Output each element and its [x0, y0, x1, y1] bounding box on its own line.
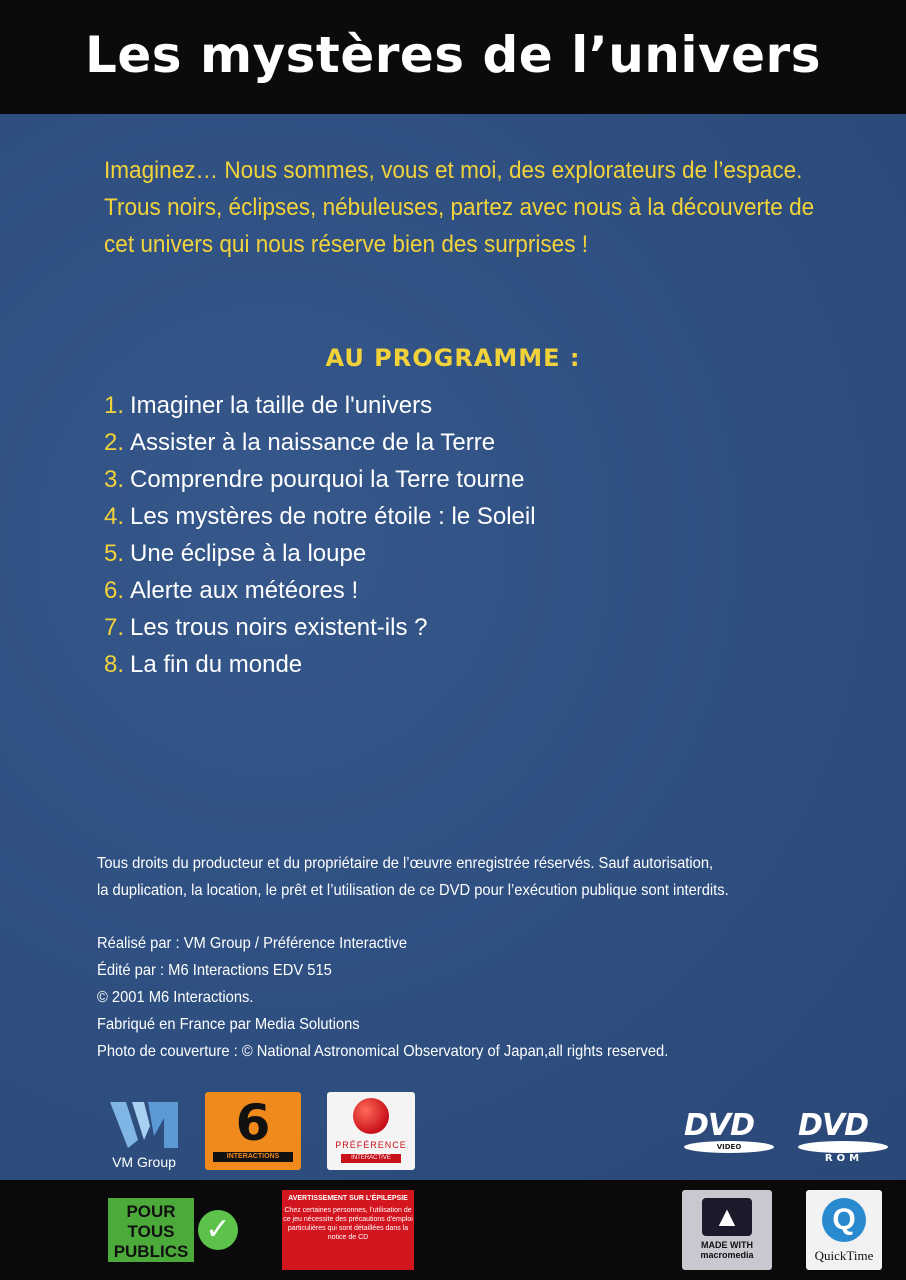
- pour-tous-publics-badge: [108, 1198, 240, 1262]
- preference-sub-label: INTERACTIVE: [341, 1154, 401, 1163]
- preference-interactive-logo: [327, 1092, 415, 1170]
- list-item: [104, 540, 536, 577]
- credit-line: Édité par : M6 Interactions EDV 515: [97, 962, 332, 979]
- dvd-rom-label: ROM: [824, 1153, 864, 1164]
- dvd-video-mark: DVD: [684, 1108, 755, 1143]
- warning-text: Chez certaines personnes, l’utilisation de ce jeu nécessite des précautions d’emploi particulières qui sont détaillées dans la notice de CD: [283, 1207, 413, 1241]
- macromedia-logo: [682, 1190, 772, 1270]
- title-bar: [0, 0, 906, 114]
- red-ball-icon: [353, 1098, 389, 1134]
- intro-text: [104, 152, 818, 263]
- credit-line: © 2001 M6 Interactions.: [97, 989, 254, 1006]
- legal-line: Tous droits du producteur et du propriétaire de l’œuvre enregistrée réservés. Sauf autorisation,: [97, 855, 714, 872]
- item-label: La fin du monde: [130, 651, 303, 678]
- epilepsy-warning: [282, 1190, 414, 1270]
- warning-title: AVERTISSEMENT SUR L’ÉPILEPSIE: [288, 1195, 408, 1202]
- item-number: 1.: [104, 392, 125, 419]
- item-number: 6.: [104, 577, 125, 604]
- quicktime-label: QuickTime: [814, 1248, 874, 1263]
- quicktime-logo: [806, 1190, 882, 1270]
- item-label: Les trous noirs existent-ils ?: [130, 614, 428, 641]
- programme-heading: AU PROGRAMME :: [325, 344, 581, 372]
- item-number: 5.: [104, 540, 125, 567]
- legal-notice: [97, 850, 729, 904]
- list-item: [104, 651, 536, 688]
- list-item: [104, 503, 536, 540]
- m6-sub-label: INTERACTIONS: [213, 1152, 293, 1162]
- vm-mark-icon: [104, 1096, 184, 1154]
- vm-group-label: VM Group: [112, 1154, 176, 1170]
- dvd-video-disc: VIDEO: [684, 1141, 774, 1153]
- item-number: 3.: [104, 466, 125, 493]
- intro-line: Imaginez… Nous sommes, vous et moi, des explorateurs de l’espace.: [104, 157, 803, 184]
- list-item: [104, 429, 536, 466]
- macromedia-line: MADE WITH: [701, 1240, 753, 1250]
- quicktime-q-icon: Q: [822, 1198, 866, 1242]
- intro-line: cet univers qui nous réserve bien des surprises !: [104, 231, 589, 258]
- list-item: [104, 614, 536, 651]
- list-item: [104, 577, 536, 614]
- item-label: Une éclipse à la loupe: [130, 540, 367, 567]
- credit-line: Photo de couverture : © National Astronomical Observatory of Japan,all rights reserved.: [97, 1043, 669, 1060]
- macromedia-m-icon: ▲: [702, 1198, 752, 1236]
- intro-line: Trous noirs, éclipses, nébuleuses, partez avec nous à la découverte de: [104, 194, 815, 221]
- dvd-rom-mark: DVD: [798, 1108, 869, 1143]
- item-label: Les mystères de notre étoile : le Soleil: [130, 503, 536, 530]
- programme-list: [104, 392, 536, 688]
- item-number: 7.: [104, 614, 125, 641]
- dvd-rom-logo: [798, 1108, 890, 1164]
- item-number: 4.: [104, 503, 125, 530]
- credit-line: Fabriqué en France par Media Solutions: [97, 1016, 360, 1033]
- credits: [97, 930, 668, 1065]
- item-number: 2.: [104, 429, 125, 456]
- list-item: [104, 466, 536, 503]
- item-number: 8.: [104, 651, 125, 678]
- legal-line: la duplication, la location, le prêt et l’utilisation de ce DVD pour l’exécution publique sont interdits.: [97, 882, 729, 899]
- macromedia-line: macromedia: [700, 1250, 754, 1260]
- item-label: Comprendre pourquoi la Terre tourne: [130, 466, 525, 493]
- credit-line: Réalisé par : VM Group / Préférence Interactive: [97, 935, 408, 952]
- item-label: Alerte aux météores !: [130, 577, 359, 604]
- dvd-video-logo: [684, 1108, 776, 1153]
- rating-line: POUR TOUS: [126, 1202, 176, 1241]
- vm-group-logo: [104, 1096, 184, 1176]
- item-label: Imaginer la taille de l'univers: [130, 392, 433, 419]
- preference-label: PRÉFÉRENCE: [335, 1140, 407, 1150]
- m6-number: 6: [235, 1094, 271, 1152]
- rating-box: [108, 1198, 194, 1262]
- checkmark-icon: ✓: [198, 1210, 238, 1250]
- rating-line: PUBLICS: [113, 1242, 189, 1261]
- list-item: [104, 392, 536, 429]
- page-title: Les mystères de l’univers: [85, 26, 821, 84]
- item-label: Assister à la naissance de la Terre: [130, 429, 496, 456]
- m6-interactions-logo: [205, 1092, 301, 1170]
- macromedia-label: [682, 1240, 772, 1260]
